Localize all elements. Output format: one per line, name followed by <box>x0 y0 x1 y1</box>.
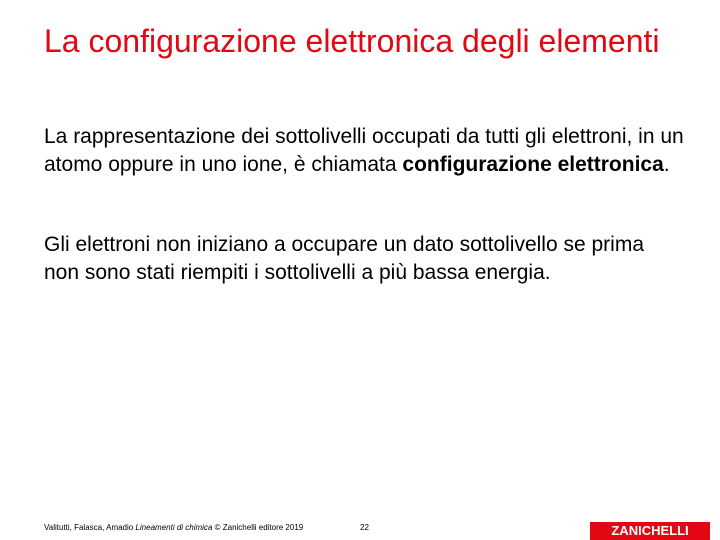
footer-authors: Valitutti, Falasca, Amadio <box>44 523 136 532</box>
page-number: 22 <box>360 523 369 532</box>
paragraph-end: . <box>663 153 670 176</box>
paragraph-configuration-definition <box>44 123 684 179</box>
paragraph-text: La rappresentazione dei sottolivelli occupati da tutti gli elettroni, in un atomo oppure in uno ione, è chiamata <box>44 125 684 176</box>
footer-credit <box>44 522 303 534</box>
zanichelli-logo: ZANICHELLI <box>590 522 710 540</box>
bold-term: configurazione elettronica <box>402 153 664 176</box>
paragraph-filling-rule: Gli elettroni non iniziano a occupare un dato sottolivello se prima non sono stati riempiti i sottolivelli a più bassa energia. <box>44 233 645 284</box>
footer-book-title: Lineamenti di chimica <box>135 523 213 532</box>
footer-publisher: © Zanichelli editore 2019 <box>212 523 304 532</box>
slide-title: La configurazione elettronica degli elementi <box>44 23 660 59</box>
